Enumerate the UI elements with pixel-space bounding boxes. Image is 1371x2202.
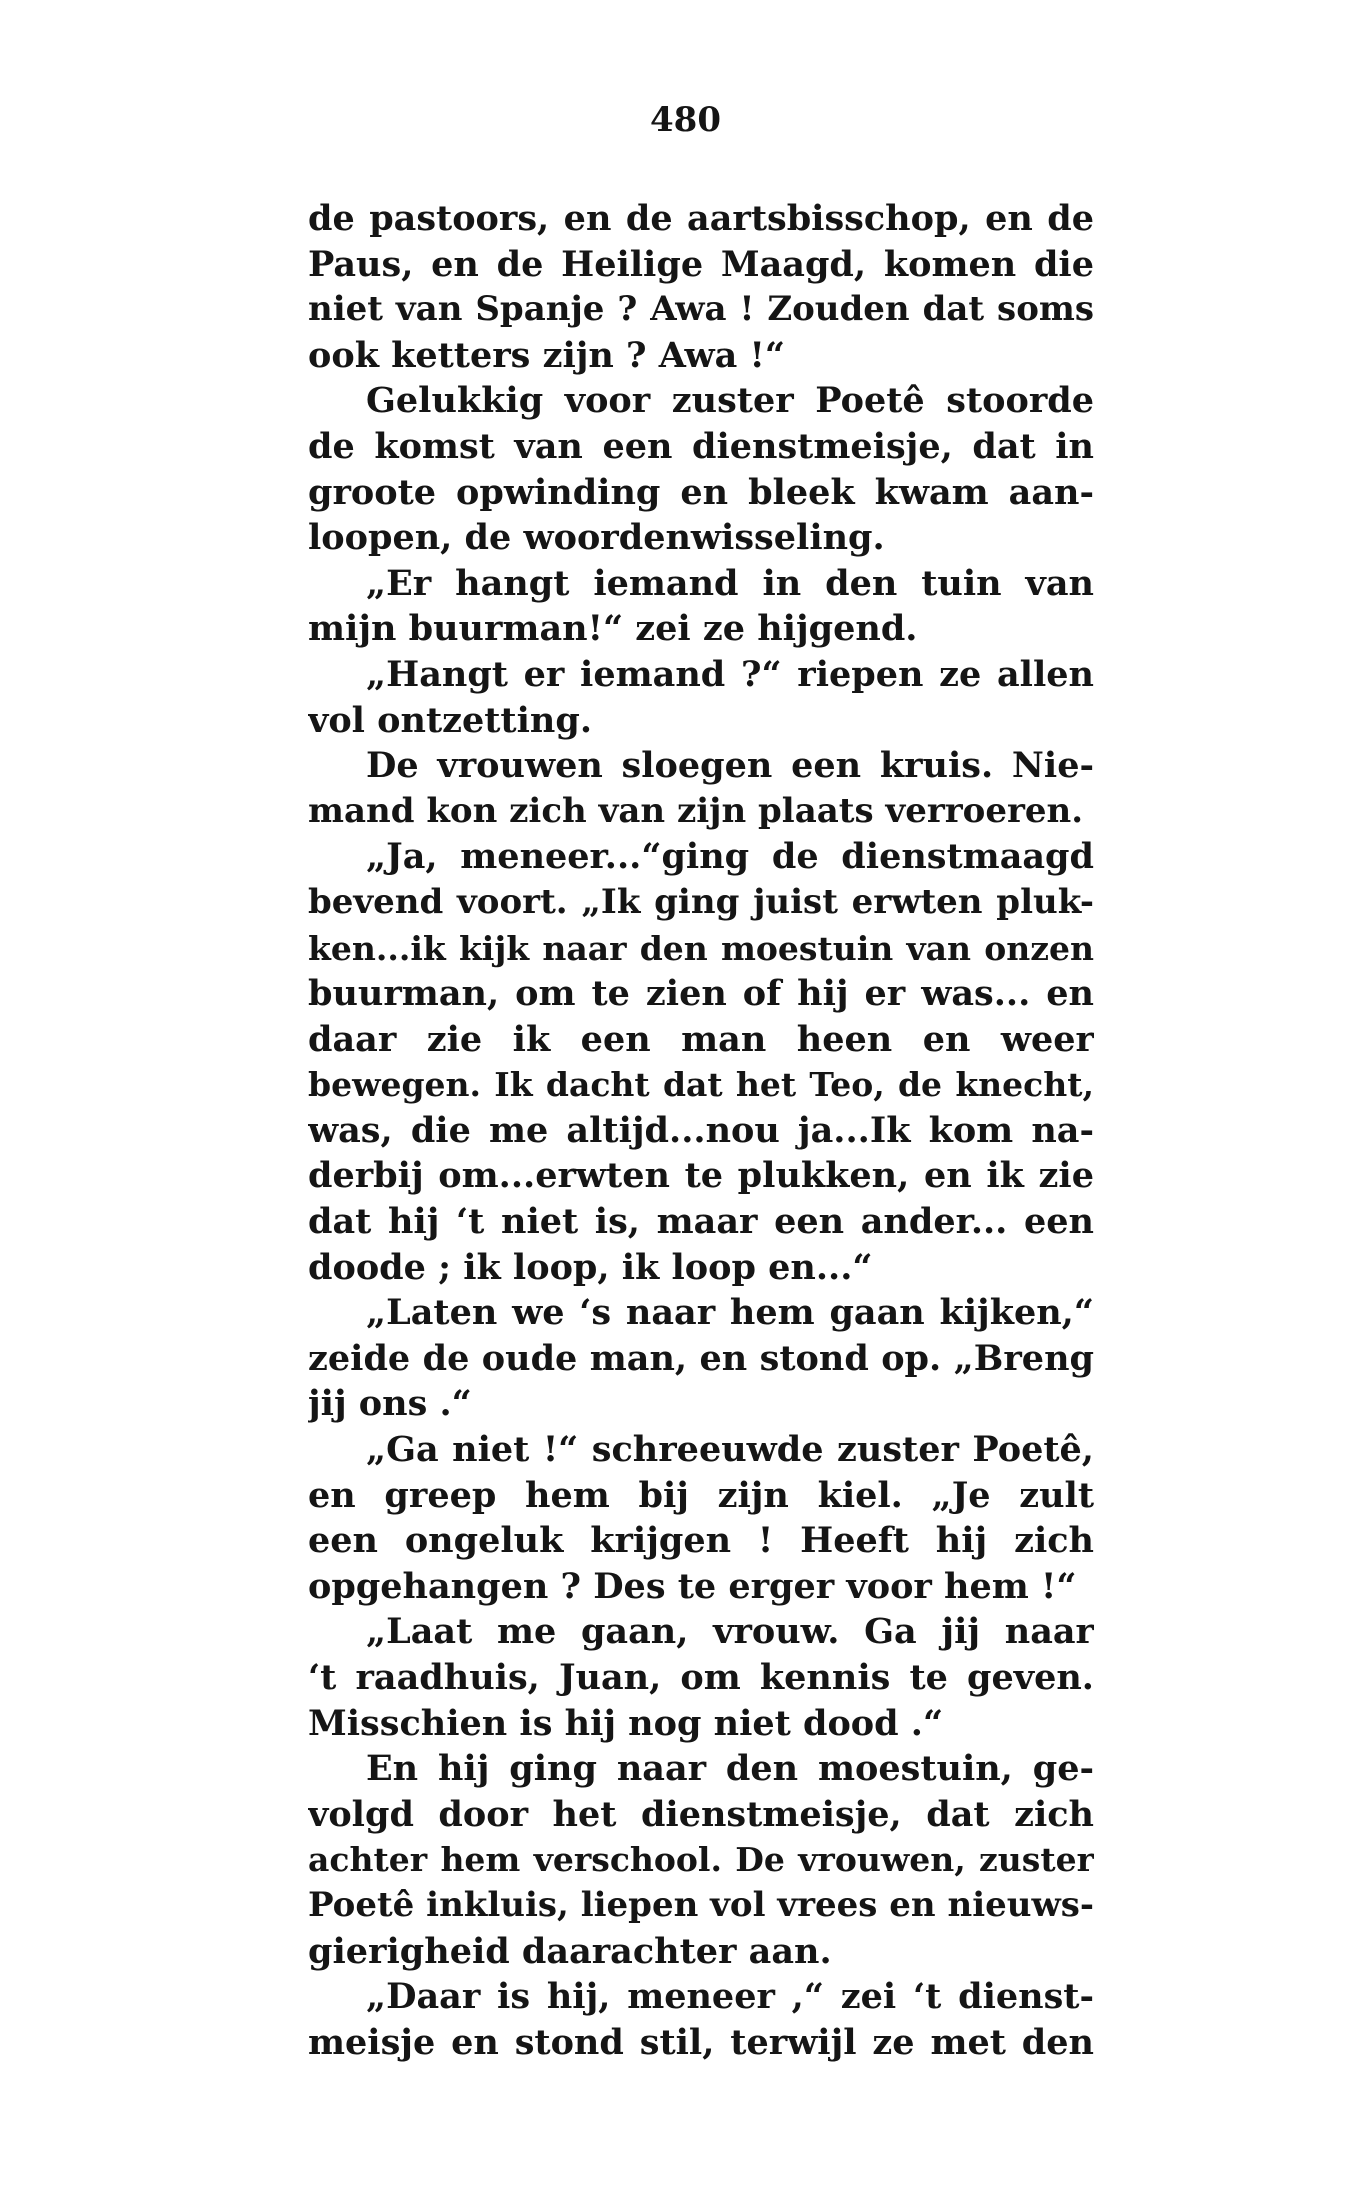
text-line: derbij om...erwten te plukken, en ik zie [308,1155,1094,1197]
text-line: volgd door het dienstmeisje, dat zich [308,1793,1094,1835]
text-line: groote opwinding en bleek kwam aan- [308,471,1094,513]
text-line: gierigheid daarachter aan. [308,1930,832,1972]
page-number: 480 [650,100,721,140]
text-line: bevend voort. „Ik ging juist erwten pluk- [308,881,1094,922]
text-line: en greep hem bij zijn kiel. „Je zult [308,1474,1094,1516]
text-line: niet van Spanje ? Awa ! Zouden dat soms [308,289,1094,330]
text-line: was, die me altijd...nou ja...Ik kom na- [308,1109,1094,1151]
text-line: Poetê inkluis, liepen vol vrees en nieuws- [308,1884,1094,1925]
text-line: Paus, en de Heilige Maagd, komen die [308,243,1094,285]
text-line: buurman, om te zien of hij er was... en [308,973,1094,1015]
text-line: vol ontzetting. [308,699,592,741]
text-line: mand kon zich van zijn plaats verroeren. [308,790,1084,831]
text-line: „Laat me gaan, vrouw. Ga jij naar [366,1611,1094,1653]
text-line: „Daar is hij, meneer ,“ zei ‘t dienst- [366,1976,1094,2018]
text-line: „Er hangt iemand in den tuin van [366,562,1094,604]
text-line: „Ja, meneer...“ging de dienstmaagd [366,836,1094,878]
text-line: een ongeluk krijgen ! Heeft hij zich [308,1520,1094,1562]
text-line: En hij ging naar den moestuin, ge- [366,1748,1094,1790]
text-line: ken...ik kijk naar den moestuin van onzen [308,928,1094,968]
text-line: „Ga niet !“ schreeuwde zuster Poetê, [366,1429,1094,1471]
text-line: ook ketters zijn ? Awa !“ [308,334,785,376]
text-line: dat hij ‘t niet is, maar een ander... een [308,1201,1094,1243]
text-line: de pastoors, en de aartsbisschop, en de [308,198,1094,239]
text-line: meisje en stond stil, terwijl ze met den [308,2021,1094,2063]
text-line: opgehangen ? Des te erger voor hem !“ [308,1565,1077,1607]
text-line: achter hem verschool. De vrouwen, zuster [308,1840,1094,1880]
text-line: „Laten we ‘s naar hem gaan kijken,“ [366,1292,1094,1334]
text-line: De vrouwen sloegen een kruis. Nie- [366,745,1094,787]
text-line: ‘t raadhuis, Juan, om kennis te geven. [308,1657,1094,1698]
text-line: loopen, de woordenwisseling. [308,517,885,559]
text-line: „Hangt er iemand ?“ riepen ze allen [366,653,1094,695]
text-line: daar zie ik een man heen en weer [308,1018,1094,1060]
text-line: de komst van een dienstmeisje, dat in [308,425,1094,467]
text-line: jij ons .“ [308,1383,472,1425]
text-line: zeide de oude man, en stond op. „Breng [308,1337,1094,1379]
text-line: mijn buurman!“ zei ze hijgend. [308,608,918,650]
text-line: Gelukkig voor zuster Poetê stoorde [366,380,1094,422]
text-line: doode ; ik loop, ik loop en...“ [308,1246,873,1288]
text-line: Misschien is hij nog niet dood .“ [308,1702,944,1744]
text-line: bewegen. Ik dacht dat het Teo, de knecht, [308,1065,1094,1105]
body-text [308,196,1094,2065]
